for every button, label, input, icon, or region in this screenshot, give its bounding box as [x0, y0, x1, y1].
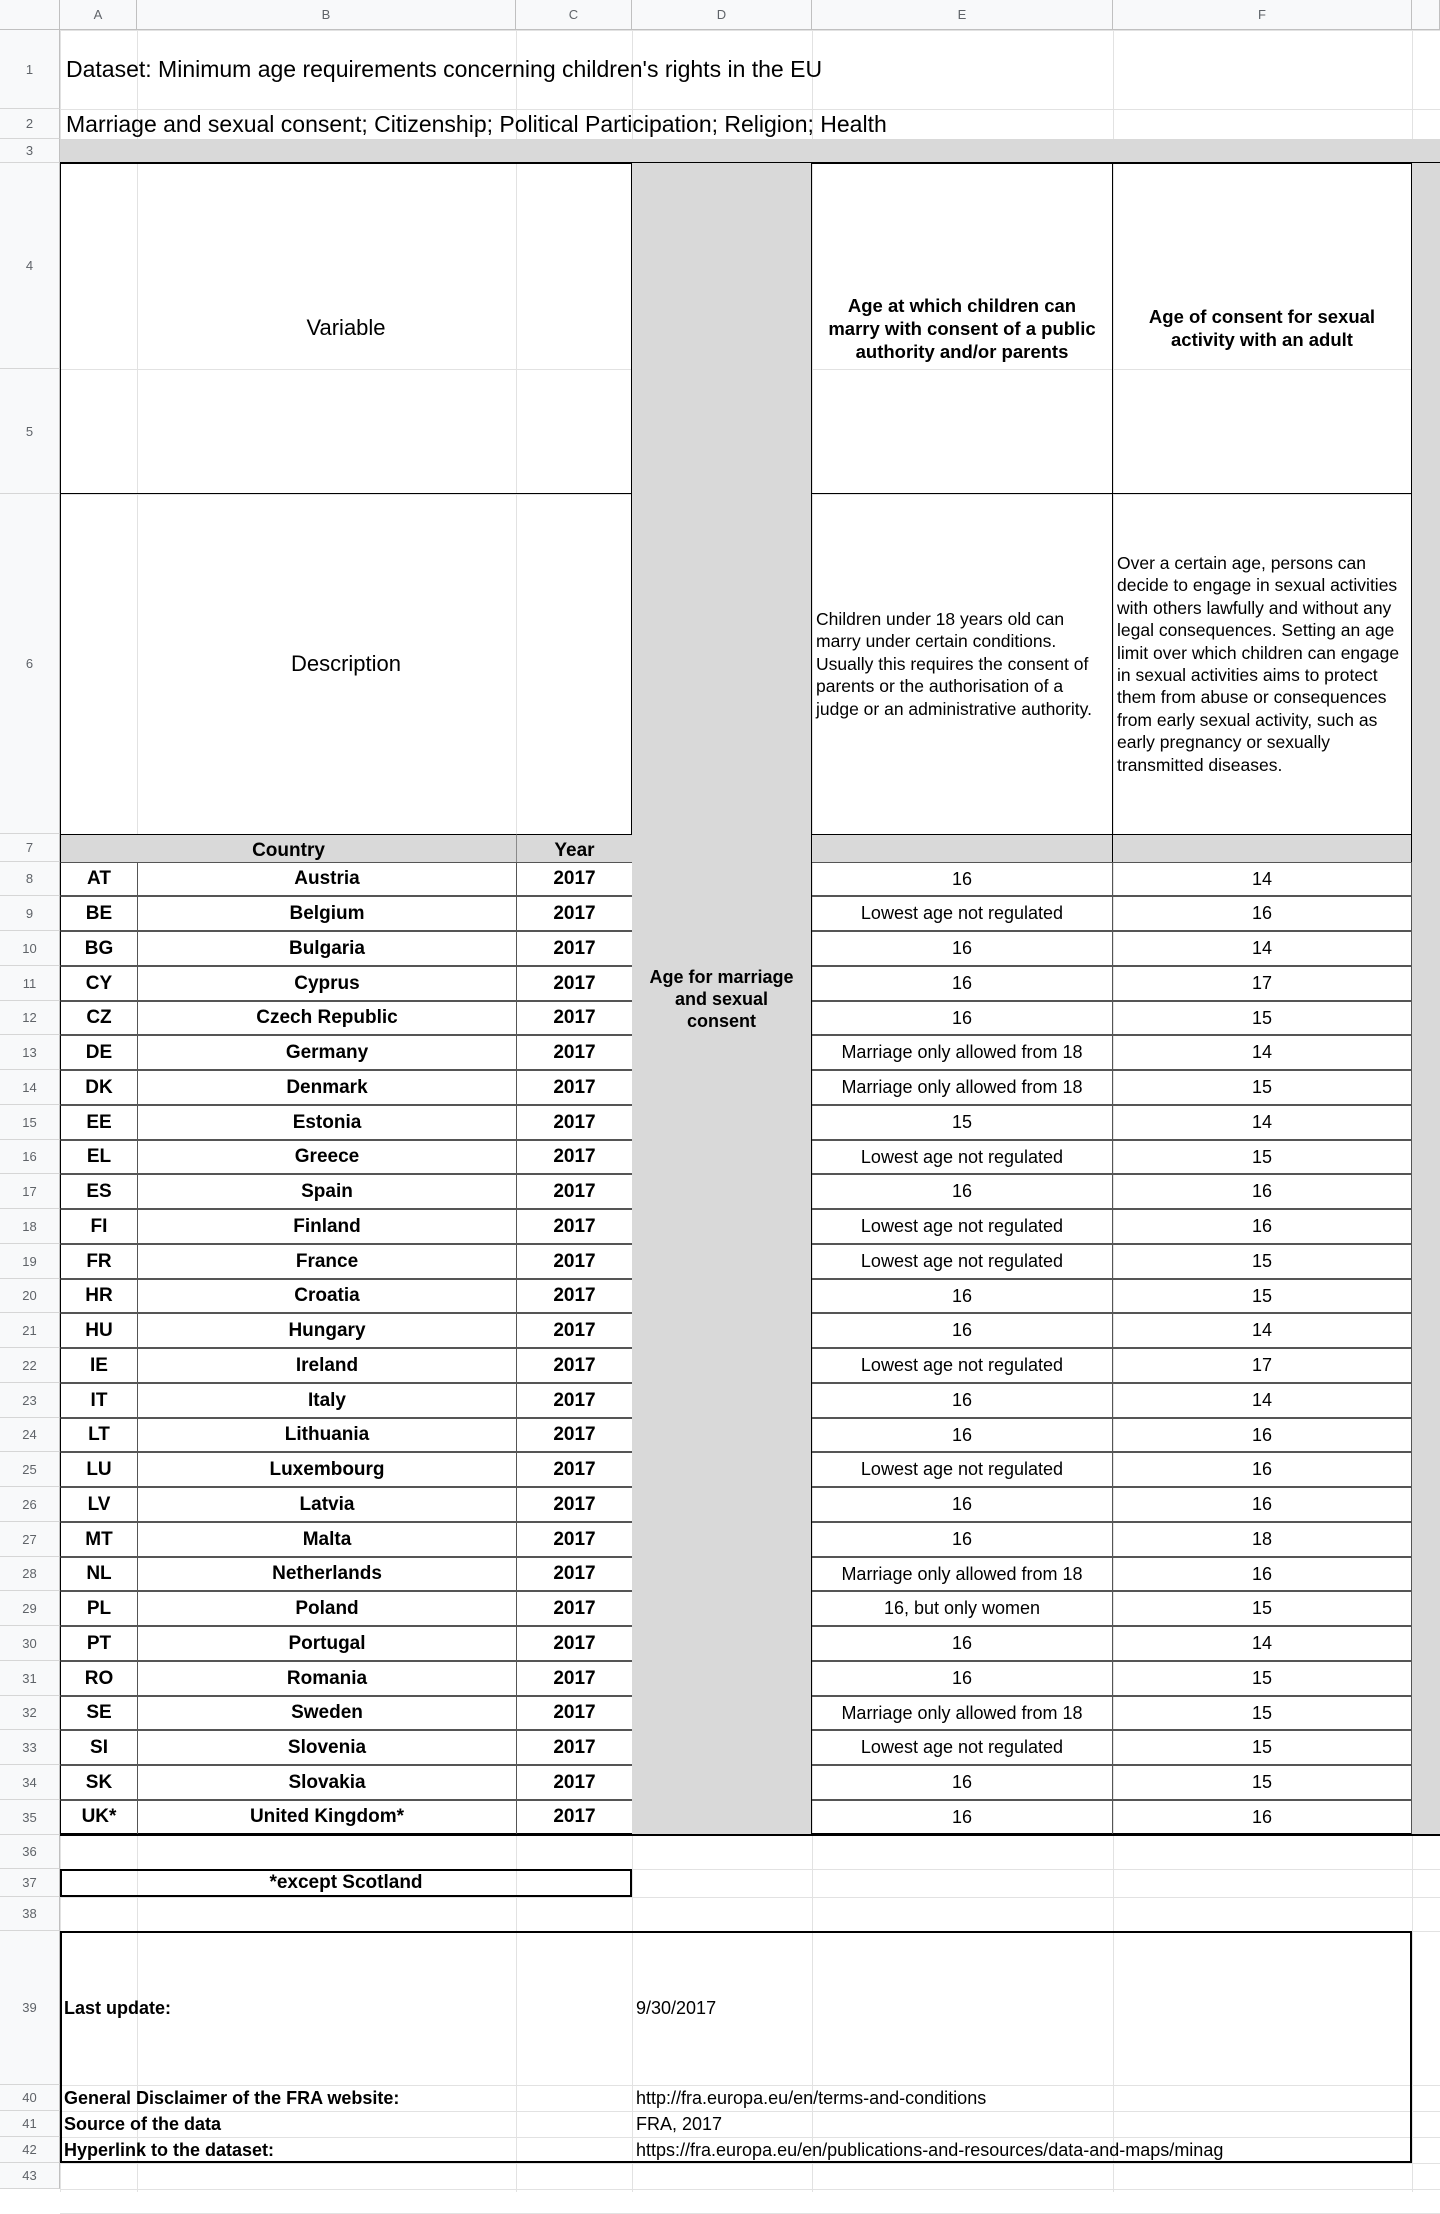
- year-value[interactable]: 2017: [516, 1591, 632, 1626]
- country-code[interactable]: DE: [60, 1035, 137, 1070]
- country-code[interactable]: AT: [60, 862, 137, 896]
- row-header[interactable]: 42: [0, 2137, 60, 2163]
- country-name[interactable]: Spain: [137, 1174, 516, 1209]
- marriage-age-value[interactable]: Lowest age not regulated: [812, 896, 1113, 931]
- year-value[interactable]: 2017: [516, 862, 632, 896]
- row-header[interactable]: 16: [0, 1140, 60, 1174]
- row-header[interactable]: 1: [0, 30, 60, 109]
- column-header-c[interactable]: C: [516, 0, 632, 30]
- year-value[interactable]: 2017: [516, 1626, 632, 1661]
- marriage-age-value[interactable]: 16: [812, 862, 1113, 896]
- consent-age-value[interactable]: 15: [1113, 1696, 1412, 1730]
- country-code[interactable]: HU: [60, 1313, 137, 1348]
- consent-age-value[interactable]: 15: [1113, 1140, 1412, 1174]
- consent-age-value[interactable]: 15: [1113, 1765, 1412, 1800]
- gridline-horizontal: [60, 2189, 1440, 2190]
- footer-value[interactable]: https://fra.europa.eu/en/publications-and-resources/data-and-maps/minag: [636, 2139, 1224, 2160]
- country-code[interactable]: PT: [60, 1626, 137, 1661]
- row-header[interactable]: 12: [0, 1001, 60, 1035]
- marriage-age-value[interactable]: 16: [812, 1765, 1113, 1800]
- year-value[interactable]: 2017: [516, 1140, 632, 1174]
- marriage-age-value[interactable]: Marriage only allowed from 18: [812, 1696, 1113, 1730]
- consent-age-value[interactable]: 15: [1113, 1001, 1412, 1035]
- year-value[interactable]: 2017: [516, 1070, 632, 1105]
- country-name[interactable]: Cyprus: [137, 966, 516, 1001]
- country-code[interactable]: SK: [60, 1765, 137, 1800]
- country-name[interactable]: Lithuania: [137, 1418, 516, 1452]
- year-value[interactable]: 2017: [516, 1035, 632, 1070]
- country-name[interactable]: Slovenia: [137, 1730, 516, 1765]
- marriage-age-value[interactable]: Lowest age not regulated: [812, 1348, 1113, 1383]
- row-header[interactable]: 27: [0, 1522, 60, 1557]
- consent-age-value[interactable]: 18: [1113, 1522, 1412, 1557]
- country-code[interactable]: RO: [60, 1661, 137, 1696]
- row-header[interactable]: 38: [0, 1897, 60, 1931]
- marriage-age-value[interactable]: 16: [812, 1661, 1113, 1696]
- row-header[interactable]: 3: [0, 139, 60, 163]
- gridline-horizontal: [60, 1897, 1440, 1898]
- country-name[interactable]: Romania: [137, 1661, 516, 1696]
- marriage-age-value[interactable]: 16: [812, 1418, 1113, 1452]
- country-name[interactable]: Denmark: [137, 1070, 516, 1105]
- country-code[interactable]: IT: [60, 1383, 137, 1418]
- country-name[interactable]: Ireland: [137, 1348, 516, 1383]
- consent-age-value[interactable]: 16: [1113, 1487, 1412, 1522]
- marriage-age-value[interactable]: Marriage only allowed from 18: [812, 1035, 1113, 1070]
- row-header[interactable]: 17: [0, 1174, 60, 1209]
- marriage-age-value[interactable]: 16: [812, 931, 1113, 966]
- marriage-age-value[interactable]: Marriage only allowed from 18: [812, 1070, 1113, 1105]
- column-header-e[interactable]: E: [812, 0, 1113, 30]
- data-right-band: [1412, 834, 1440, 1835]
- year-value[interactable]: 2017: [516, 1452, 632, 1487]
- country-code[interactable]: NL: [60, 1557, 137, 1591]
- variable-label[interactable]: Variable: [60, 163, 632, 494]
- year-value[interactable]: 2017: [516, 1383, 632, 1418]
- row-header[interactable]: 32: [0, 1696, 60, 1730]
- row-header[interactable]: 23: [0, 1383, 60, 1418]
- marriage-age-value[interactable]: 16: [812, 1626, 1113, 1661]
- year-value[interactable]: 2017: [516, 1661, 632, 1696]
- year-value[interactable]: 2017: [516, 1105, 632, 1140]
- row-header[interactable]: 6: [0, 494, 60, 834]
- row-header[interactable]: 39: [0, 1931, 60, 2085]
- marriage-age-description[interactable]: Children under 18 years old can marry under certain conditions. Usually this requires the consent of parents or the authorisation of a judge or an administrative authority.: [812, 494, 1113, 834]
- country-name[interactable]: Austria: [137, 862, 516, 896]
- consent-age-value[interactable]: 15: [1113, 1730, 1412, 1765]
- year-value[interactable]: 2017: [516, 1174, 632, 1209]
- country-code[interactable]: LU: [60, 1452, 137, 1487]
- year-value[interactable]: 2017: [516, 1730, 632, 1765]
- separator-band: [60, 139, 1440, 163]
- row-header[interactable]: 5: [0, 369, 60, 494]
- country-code[interactable]: IE: [60, 1348, 137, 1383]
- row-header[interactable]: 22: [0, 1348, 60, 1383]
- marriage-age-value[interactable]: 16: [812, 1313, 1113, 1348]
- row-header[interactable]: 41: [0, 2111, 60, 2137]
- row-header[interactable]: 21: [0, 1313, 60, 1348]
- row-header[interactable]: 36: [0, 1835, 60, 1869]
- year-value[interactable]: 2017: [516, 1800, 632, 1835]
- country-name[interactable]: United Kingdom*: [137, 1800, 516, 1835]
- consent-age-value[interactable]: 15: [1113, 1070, 1412, 1105]
- column-header-a[interactable]: A: [60, 0, 137, 30]
- marriage-age-value[interactable]: 16: [812, 1487, 1113, 1522]
- country-code[interactable]: EL: [60, 1140, 137, 1174]
- consent-age-value[interactable]: 14: [1113, 862, 1412, 896]
- marriage-age-value[interactable]: 16: [812, 966, 1113, 1001]
- header-right-band: [1412, 163, 1440, 834]
- marriage-age-value[interactable]: 16: [812, 1001, 1113, 1035]
- column-header-f[interactable]: F: [1113, 0, 1412, 30]
- year-value[interactable]: 2017: [516, 966, 632, 1001]
- marriage-age-value[interactable]: 16: [812, 1174, 1113, 1209]
- description-label[interactable]: Description: [60, 494, 632, 834]
- country-code[interactable]: HR: [60, 1279, 137, 1313]
- country-code[interactable]: PL: [60, 1591, 137, 1626]
- year-value[interactable]: 2017: [516, 1279, 632, 1313]
- footer-label[interactable]: Hyperlink to the dataset:: [64, 2139, 275, 2160]
- category-label[interactable]: Age for marriage and sexual consent: [632, 163, 812, 1835]
- footer-value[interactable]: http://fra.europa.eu/en/terms-and-conditions: [636, 2087, 987, 2108]
- country-code[interactable]: BG: [60, 931, 137, 966]
- marriage-age-value[interactable]: Lowest age not regulated: [812, 1452, 1113, 1487]
- row-header[interactable]: 9: [0, 896, 60, 931]
- consent-age-value[interactable]: 16: [1113, 1452, 1412, 1487]
- year-value[interactable]: 2017: [516, 1557, 632, 1591]
- footnote[interactable]: *except Scotland: [60, 1869, 632, 1897]
- column-header-d[interactable]: D: [632, 0, 812, 30]
- row-header[interactable]: 15: [0, 1105, 60, 1140]
- row-header[interactable]: 26: [0, 1487, 60, 1522]
- consent-age-description[interactable]: Over a certain age, persons can decide to engage in sexual activities with others lawfully and without any legal consequences. Setting an age limit over which children can engage in sexual activities aims to protect them from abuse or consequences from early sexual activity, such as early pregnancy or sexually transmitted diseases.: [1113, 494, 1412, 834]
- consent-age-value[interactable]: 14: [1113, 1105, 1412, 1140]
- country-name[interactable]: Germany: [137, 1035, 516, 1070]
- country-code[interactable]: CY: [60, 966, 137, 1001]
- sheet-subtitle[interactable]: Marriage and sexual consent; Citizenship; Political Participation; Religion; Health: [66, 110, 887, 137]
- row-header[interactable]: 30: [0, 1626, 60, 1661]
- consent-age-value[interactable]: 15: [1113, 1591, 1412, 1626]
- year-value[interactable]: 2017: [516, 896, 632, 931]
- country-code[interactable]: UK*: [60, 1800, 137, 1835]
- consent-age-value[interactable]: 16: [1113, 1418, 1412, 1452]
- row-header[interactable]: 20: [0, 1279, 60, 1313]
- year-value[interactable]: 2017: [516, 1313, 632, 1348]
- country-name[interactable]: Hungary: [137, 1313, 516, 1348]
- marriage-age-value[interactable]: Lowest age not regulated: [812, 1730, 1113, 1765]
- year-value[interactable]: 2017: [516, 931, 632, 966]
- year-value[interactable]: 2017: [516, 1522, 632, 1557]
- country-name[interactable]: Poland: [137, 1591, 516, 1626]
- country-code[interactable]: FI: [60, 1209, 137, 1244]
- marriage-age-value[interactable]: 16, but only women: [812, 1591, 1113, 1626]
- row-header[interactable]: 18: [0, 1209, 60, 1244]
- row-header[interactable]: 14: [0, 1070, 60, 1105]
- country-name[interactable]: Croatia: [137, 1279, 516, 1313]
- footer-label[interactable]: Source of the data: [64, 2113, 222, 2134]
- consent-age-value[interactable]: 17: [1113, 1348, 1412, 1383]
- country-code[interactable]: LV: [60, 1487, 137, 1522]
- marriage-age-value[interactable]: 16: [812, 1522, 1113, 1557]
- year-value[interactable]: 2017: [516, 1209, 632, 1244]
- footer-label[interactable]: Last update:: [64, 1997, 172, 2018]
- country-name[interactable]: Greece: [137, 1140, 516, 1174]
- year-value[interactable]: 2017: [516, 1244, 632, 1279]
- year-header[interactable]: Year: [516, 834, 632, 862]
- row-header[interactable]: 33: [0, 1730, 60, 1765]
- country-name[interactable]: Netherlands: [137, 1557, 516, 1591]
- consent-age-value[interactable]: 14: [1113, 931, 1412, 966]
- year-value[interactable]: 2017: [516, 1348, 632, 1383]
- consent-age-value[interactable]: 16: [1113, 1557, 1412, 1591]
- footer-value[interactable]: 9/30/2017: [636, 1997, 717, 2018]
- table-bottom-border: [60, 1834, 1440, 1836]
- marriage-age-value[interactable]: 16: [812, 1800, 1113, 1835]
- consent-age-value[interactable]: 16: [1113, 896, 1412, 931]
- consent-age-value[interactable]: 15: [1113, 1279, 1412, 1313]
- country-code[interactable]: BE: [60, 896, 137, 931]
- gridline-horizontal: [60, 2163, 1440, 2164]
- country-name[interactable]: Bulgaria: [137, 931, 516, 966]
- country-code[interactable]: ES: [60, 1174, 137, 1209]
- consent-age-value[interactable]: 16: [1113, 1209, 1412, 1244]
- country-code[interactable]: SE: [60, 1696, 137, 1730]
- row-header[interactable]: 34: [0, 1765, 60, 1800]
- year-value[interactable]: 2017: [516, 1418, 632, 1452]
- footer-label[interactable]: General Disclaimer of the FRA website:: [64, 2087, 400, 2108]
- year-value[interactable]: 2017: [516, 1696, 632, 1730]
- row-header[interactable]: 40: [0, 2085, 60, 2111]
- row-header[interactable]: 28: [0, 1557, 60, 1591]
- marriage-age-value[interactable]: Marriage only allowed from 18: [812, 1557, 1113, 1591]
- consent-age-value[interactable]: 15: [1113, 1661, 1412, 1696]
- row-header[interactable]: 29: [0, 1591, 60, 1626]
- country-code[interactable]: SI: [60, 1730, 137, 1765]
- row-header[interactable]: 37: [0, 1869, 60, 1897]
- year-value[interactable]: 2017: [516, 1001, 632, 1035]
- marriage-age-value[interactable]: 16: [812, 1383, 1113, 1418]
- country-name[interactable]: Latvia: [137, 1487, 516, 1522]
- marriage-age-value[interactable]: 16: [812, 1279, 1113, 1313]
- consent-age-value[interactable]: 16: [1113, 1800, 1412, 1835]
- country-name[interactable]: France: [137, 1244, 516, 1279]
- country-name[interactable]: Belgium: [137, 896, 516, 931]
- year-value[interactable]: 2017: [516, 1765, 632, 1800]
- country-name[interactable]: Malta: [137, 1522, 516, 1557]
- country-name[interactable]: Portugal: [137, 1626, 516, 1661]
- country-code[interactable]: CZ: [60, 1001, 137, 1035]
- country-name[interactable]: Slovakia: [137, 1765, 516, 1800]
- consent-subheader: [1113, 834, 1412, 862]
- row-header[interactable]: 25: [0, 1452, 60, 1487]
- consent-age-value[interactable]: 17: [1113, 966, 1412, 1001]
- row-header[interactable]: 4: [0, 163, 60, 369]
- marriage-subheader: [812, 834, 1113, 862]
- row-header[interactable]: 31: [0, 1661, 60, 1696]
- marriage-age-value[interactable]: Lowest age not regulated: [812, 1209, 1113, 1244]
- country-name[interactable]: Czech Republic: [137, 1001, 516, 1035]
- marriage-age-header[interactable]: Age at which children can marry with consent of a public authority and/or parents: [812, 163, 1113, 494]
- country-name[interactable]: Sweden: [137, 1696, 516, 1730]
- country-header[interactable]: Country: [60, 834, 516, 862]
- row-header[interactable]: 11: [0, 966, 60, 1001]
- row-header[interactable]: 24: [0, 1418, 60, 1452]
- row-header[interactable]: 7: [0, 834, 60, 862]
- column-header-b[interactable]: B: [137, 0, 516, 30]
- country-code[interactable]: EE: [60, 1105, 137, 1140]
- row-header[interactable]: 2: [0, 109, 60, 139]
- marriage-age-value[interactable]: Lowest age not regulated: [812, 1140, 1113, 1174]
- sheet-title[interactable]: Dataset: Minimum age requirements concerning children's rights in the EU: [66, 56, 823, 82]
- marriage-age-value[interactable]: Lowest age not regulated: [812, 1244, 1113, 1279]
- year-value[interactable]: 2017: [516, 1487, 632, 1522]
- row-header[interactable]: 43: [0, 2163, 60, 2189]
- consent-age-value[interactable]: 14: [1113, 1383, 1412, 1418]
- select-all-corner[interactable]: [0, 0, 60, 30]
- marriage-age-value[interactable]: 15: [812, 1105, 1113, 1140]
- consent-age-value[interactable]: 14: [1113, 1035, 1412, 1070]
- country-code[interactable]: DK: [60, 1070, 137, 1105]
- row-header[interactable]: 13: [0, 1035, 60, 1070]
- country-name[interactable]: Finland: [137, 1209, 516, 1244]
- consent-age-header[interactable]: Age of consent for sexual activity with an adult: [1113, 163, 1412, 494]
- country-code[interactable]: FR: [60, 1244, 137, 1279]
- row-header[interactable]: 10: [0, 931, 60, 966]
- country-code[interactable]: MT: [60, 1522, 137, 1557]
- footer-value[interactable]: FRA, 2017: [636, 2113, 723, 2134]
- consent-age-value[interactable]: 14: [1113, 1626, 1412, 1661]
- country-name[interactable]: Luxembourg: [137, 1452, 516, 1487]
- column-header-empty: [1412, 0, 1440, 30]
- consent-age-value[interactable]: 14: [1113, 1313, 1412, 1348]
- row-header[interactable]: 19: [0, 1244, 60, 1279]
- country-name[interactable]: Estonia: [137, 1105, 516, 1140]
- row-header[interactable]: 8: [0, 862, 60, 896]
- row-header[interactable]: 35: [0, 1800, 60, 1835]
- country-code[interactable]: LT: [60, 1418, 137, 1452]
- country-name[interactable]: Italy: [137, 1383, 516, 1418]
- consent-age-value[interactable]: 16: [1113, 1174, 1412, 1209]
- consent-age-value[interactable]: 15: [1113, 1244, 1412, 1279]
